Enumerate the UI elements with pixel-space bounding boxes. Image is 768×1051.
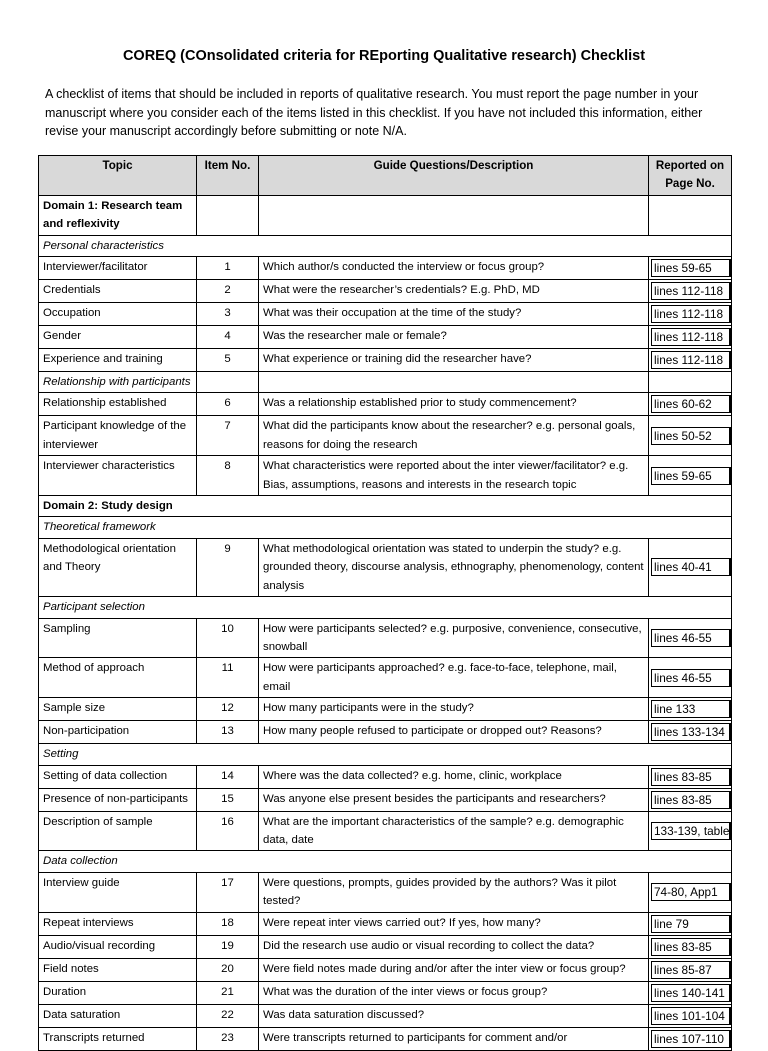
- row-reported-cell: [649, 698, 732, 721]
- reported-page-field[interactable]: lines 40-41: [651, 558, 731, 576]
- row-item-number: 2: [197, 280, 259, 303]
- row-topic: Gender: [39, 326, 197, 349]
- reported-page-field[interactable]: lines 83-85: [651, 768, 731, 786]
- reported-page-field[interactable]: lines 107-110: [651, 1030, 731, 1048]
- row-reported-cell: [649, 935, 732, 958]
- reported-page-field[interactable]: lines 46-55: [651, 669, 731, 687]
- checklist-table: [38, 155, 732, 1051]
- row-description: Was the researcher male or female?: [259, 326, 649, 349]
- row-item-number: 5: [197, 349, 259, 372]
- row-description: What was their occupation at the time of the study?: [259, 303, 649, 326]
- row-description: Was anyone else present besides the participants and researchers?: [259, 788, 649, 811]
- row-topic: Relationship established: [39, 393, 197, 416]
- row-item-number: 20: [197, 958, 259, 981]
- row-topic: Interviewer characteristics: [39, 456, 197, 496]
- row-reported-cell: [649, 658, 732, 698]
- header-guide: Guide Questions/Description: [259, 156, 649, 196]
- table-row: [39, 811, 732, 851]
- table-row: [39, 958, 732, 981]
- subsection-row: Participant selection: [39, 597, 732, 618]
- reported-page-field[interactable]: lines 59-65: [651, 467, 731, 485]
- row-topic: Description of sample: [39, 811, 197, 851]
- row-reported-cell: [649, 1027, 732, 1050]
- row-item-number: 12: [197, 698, 259, 721]
- row-description: Was data saturation discussed?: [259, 1004, 649, 1027]
- row-topic: Sample size: [39, 698, 197, 721]
- table-row: [39, 280, 732, 303]
- row-item-number: 14: [197, 765, 259, 788]
- row-description: What did the participants know about the researcher? e.g. personal goals, reasons for doing the research: [259, 416, 649, 456]
- row-description: How were participants selected? e.g. purposive, convenience, consecutive, snowball: [259, 618, 649, 658]
- row-item-number: 3: [197, 303, 259, 326]
- row-topic: Presence of non-participants: [39, 788, 197, 811]
- row-item-number: 9: [197, 538, 259, 596]
- subsection-row: Theoretical framework: [39, 517, 732, 538]
- row-reported-cell: [649, 912, 732, 935]
- row-topic: Non-participation: [39, 721, 197, 744]
- reported-page-field[interactable]: lines 133-134: [651, 723, 731, 741]
- reported-page-field[interactable]: lines 60-62: [651, 395, 731, 413]
- domain-row: Domain 2: Study design: [39, 496, 732, 517]
- row-description: Were questions, prompts, guides provided by the authors? Was it pilot tested?: [259, 872, 649, 912]
- reported-page-field[interactable]: lines 46-55: [651, 629, 731, 647]
- reported-page-field[interactable]: lines 83-85: [651, 938, 731, 956]
- table-row: [39, 349, 732, 372]
- row-description: What are the important characteristics of the sample? e.g. demographic data, date: [259, 811, 649, 851]
- row-description: Were transcripts returned to participants for comment and/or: [259, 1027, 649, 1050]
- page-title: COREQ (COnsolidated criteria for REporting Qualitative research) Checklist: [122, 48, 646, 64]
- row-reported-cell: [649, 788, 732, 811]
- row-description: Were repeat inter views carried out? If yes, how many?: [259, 912, 649, 935]
- row-reported-cell: [649, 349, 732, 372]
- row-description: Were field notes made during and/or after the inter view or focus group?: [259, 958, 649, 981]
- table-row: [39, 618, 732, 658]
- row-description: What were the researcher’s credentials? E.g. PhD, MD: [259, 280, 649, 303]
- table-row: [39, 788, 732, 811]
- row-reported-cell: [649, 958, 732, 981]
- row-topic: Participant knowledge of the interviewer: [39, 416, 197, 456]
- row-reported-cell: [649, 280, 732, 303]
- table-row: [39, 981, 732, 1004]
- row-topic: Transcripts returned: [39, 1027, 197, 1050]
- row-item-number: 19: [197, 935, 259, 958]
- row-topic: Sampling: [39, 618, 197, 658]
- row-topic: Interviewer/facilitator: [39, 257, 197, 280]
- row-item-number: 16: [197, 811, 259, 851]
- reported-page-field[interactable]: lines 101-104: [651, 1007, 731, 1025]
- reported-page-field[interactable]: lines 85-87: [651, 961, 731, 979]
- row-item-number: 17: [197, 872, 259, 912]
- reported-page-field[interactable]: 133-139, table: [651, 822, 731, 840]
- table-row: [39, 416, 732, 456]
- reported-page-field[interactable]: lines 83-85: [651, 791, 731, 809]
- row-reported-cell: [649, 326, 732, 349]
- domain-row: Domain 1: Research team and reflexivity: [39, 195, 732, 235]
- row-item-number: 11: [197, 658, 259, 698]
- table-row: [39, 538, 732, 596]
- reported-page-field[interactable]: lines 112-118: [651, 282, 731, 300]
- row-topic: Setting of data collection: [39, 765, 197, 788]
- subsection-row: Personal characteristics: [39, 235, 732, 256]
- table-row: [39, 257, 732, 280]
- header-row: [39, 156, 732, 196]
- header-topic: Topic: [39, 156, 197, 196]
- row-reported-cell: [649, 981, 732, 1004]
- reported-page-field[interactable]: lines 112-118: [651, 305, 731, 323]
- row-reported-cell: [649, 618, 732, 658]
- row-reported-cell: [649, 721, 732, 744]
- row-item-number: 23: [197, 1027, 259, 1050]
- header-reported: Reported on Page No.: [649, 156, 732, 196]
- table-row: [39, 698, 732, 721]
- row-topic: Interview guide: [39, 872, 197, 912]
- table-row: [39, 393, 732, 416]
- reported-page-field[interactable]: lines 50-52: [651, 427, 731, 445]
- row-topic: Credentials: [39, 280, 197, 303]
- table-row: [39, 721, 732, 744]
- table-row: [39, 912, 732, 935]
- row-description: Which author/s conducted the interview or focus group?: [259, 257, 649, 280]
- row-topic: Duration: [39, 981, 197, 1004]
- row-description: Where was the data collected? e.g. home, clinic, workplace: [259, 765, 649, 788]
- row-reported-cell: [649, 303, 732, 326]
- row-topic: Audio/visual recording: [39, 935, 197, 958]
- table-row: [39, 872, 732, 912]
- table-row: [39, 326, 732, 349]
- row-description: Did the research use audio or visual recording to collect the data?: [259, 935, 649, 958]
- row-reported-cell: [649, 811, 732, 851]
- row-item-number: 18: [197, 912, 259, 935]
- row-description: What characteristics were reported about the inter viewer/facilitator? e.g. Bias, assumptions, reasons and interests in the research topic: [259, 456, 649, 496]
- reported-page-field[interactable]: line 79: [651, 915, 731, 933]
- intro-paragraph: A checklist of items that should be included in reports of qualitative research. You must report the page number in your manuscript where you consider each of the items listed in this checklist. If you have not included this information, either revise your manuscript accordingly before submitting or note N/A.: [45, 87, 703, 138]
- header-item: Item No.: [197, 156, 259, 196]
- subsection-row: Data collection: [39, 851, 732, 872]
- reported-page-field[interactable]: 74-80, App1: [651, 883, 731, 901]
- row-topic: Method of approach: [39, 658, 197, 698]
- row-item-number: 6: [197, 393, 259, 416]
- reported-page-field[interactable]: lines 140-141: [651, 984, 731, 1002]
- row-item-number: 21: [197, 981, 259, 1004]
- table-row: [39, 765, 732, 788]
- row-topic: Data saturation: [39, 1004, 197, 1027]
- row-reported-cell: [649, 416, 732, 456]
- row-item-number: 13: [197, 721, 259, 744]
- row-description: How many participants were in the study?: [259, 698, 649, 721]
- row-topic: Occupation: [39, 303, 197, 326]
- row-reported-cell: [649, 257, 732, 280]
- table-row: [39, 658, 732, 698]
- reported-page-field[interactable]: lines 112-118: [651, 328, 731, 346]
- row-reported-cell: [649, 872, 732, 912]
- row-description: What experience or training did the researcher have?: [259, 349, 649, 372]
- row-item-number: 4: [197, 326, 259, 349]
- row-item-number: 8: [197, 456, 259, 496]
- reported-page-field[interactable]: lines 112-118: [651, 351, 731, 369]
- reported-page-field[interactable]: lines 59-65: [651, 259, 731, 277]
- table-row: [39, 456, 732, 496]
- row-topic: Experience and training: [39, 349, 197, 372]
- row-reported-cell: [649, 456, 732, 496]
- row-reported-cell: [649, 765, 732, 788]
- subsection-row: Relationship with participants: [39, 372, 732, 393]
- reported-page-field[interactable]: line 133: [651, 700, 731, 718]
- row-item-number: 22: [197, 1004, 259, 1027]
- row-topic: Field notes: [39, 958, 197, 981]
- row-description: How many people refused to participate or dropped out? Reasons?: [259, 721, 649, 744]
- table-row: [39, 1027, 732, 1050]
- row-description: What was the duration of the inter views or focus group?: [259, 981, 649, 1004]
- row-topic: Repeat interviews: [39, 912, 197, 935]
- row-item-number: 10: [197, 618, 259, 658]
- row-item-number: 7: [197, 416, 259, 456]
- row-description: What methodological orientation was stated to underpin the study? e.g. grounded theory, discourse analysis, ethnography, phenomenology, content analysis: [259, 538, 649, 596]
- table-row: [39, 303, 732, 326]
- row-item-number: 15: [197, 788, 259, 811]
- row-reported-cell: [649, 538, 732, 596]
- row-description: Was a relationship established prior to study commencement?: [259, 393, 649, 416]
- row-reported-cell: [649, 393, 732, 416]
- row-topic: Methodological orientation and Theory: [39, 538, 197, 596]
- row-description: How were participants approached? e.g. face-to-face, telephone, mail, email: [259, 658, 649, 698]
- subsection-row: Setting: [39, 744, 732, 765]
- table-row: [39, 935, 732, 958]
- row-item-number: 1: [197, 257, 259, 280]
